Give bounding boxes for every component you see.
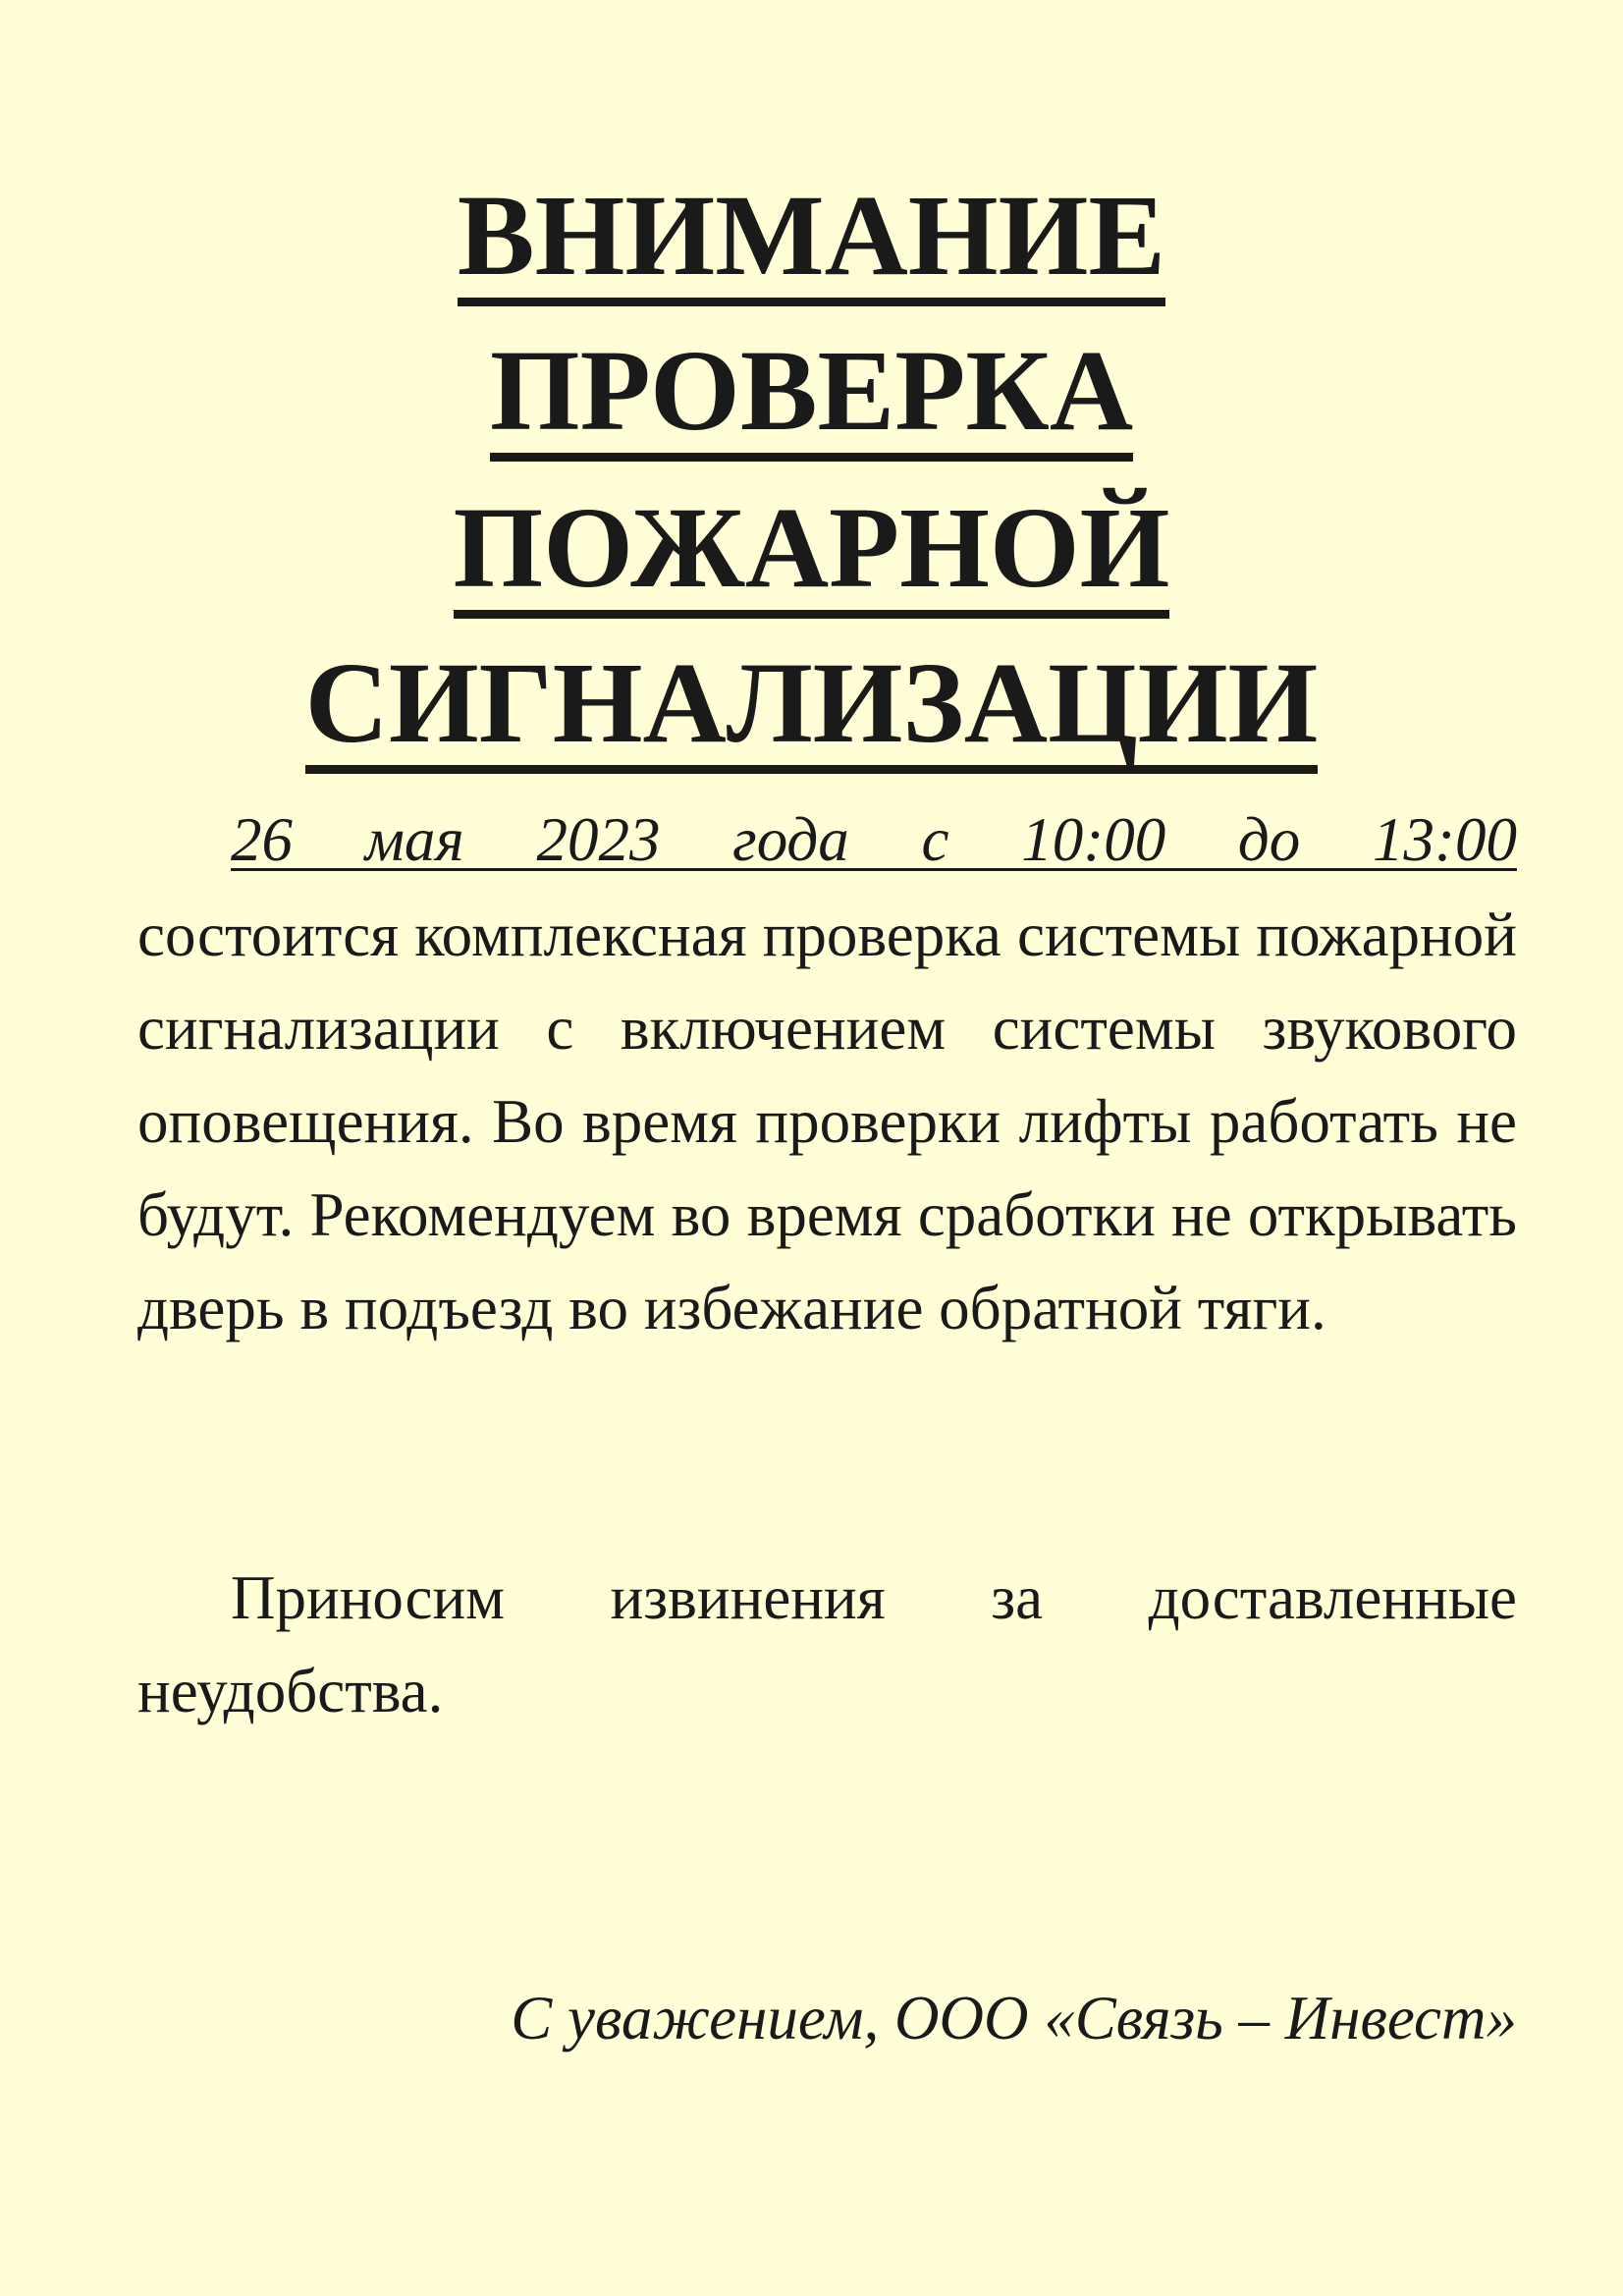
date-time-line: 26 мая 2023 года с 10:00 до 13:00: [231, 805, 1517, 874]
heading-line-2: [0, 312, 1623, 469]
notice-paragraph-main: состоится комплексная проверка системы пожарной сигнализации с включением системы звукового оповещения. Во время проверки лифты работать не будут. Рекомендуем во время сработки не открывать дверь в подъезд во избежание обратной тяги.: [137, 901, 1517, 1342]
notice-paragraph-apology: Приносим извинения за доставленные неудобства.: [137, 1563, 1517, 1725]
heading-line-4: [0, 625, 1623, 782]
signature: С уважением, ООО «Связь – Инвест»: [511, 1984, 1517, 2052]
heading-check: ПРОВЕРКА: [490, 333, 1133, 462]
heading-line-3: [0, 469, 1623, 627]
heading-alarm: СИГНАЛИЗАЦИИ: [305, 645, 1319, 774]
heading-line-1: [0, 157, 1623, 314]
heading-attention: ВНИМАНИЕ: [458, 178, 1165, 306]
heading-fire: ПОЖАРНОЙ: [454, 490, 1170, 619]
